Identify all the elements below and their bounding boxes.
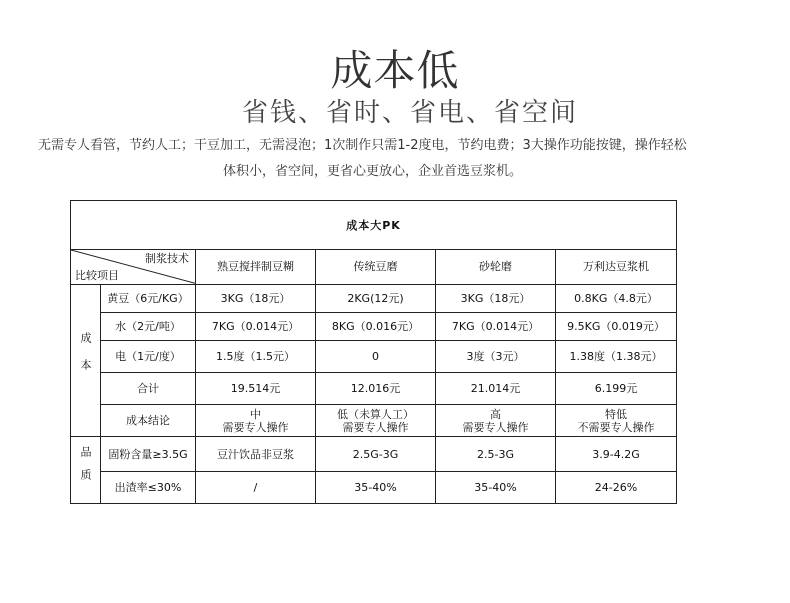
description-line-2: 体积小，省空间，更省心更放心，企业首选豆浆机。 [223,164,523,179]
table-cell [556,405,677,437]
table-cell: 1.38度（1.38元） [556,340,677,372]
cost-level: 低（未算人工） [337,407,414,421]
table-cell: 24-26% [556,471,677,503]
row-label: 水（2元/吨） [101,312,196,340]
description-line-1: 无需专人看管，节约人工；干豆加工，无需浸泡；1次制作只需1-2度电，节约电费；3大操作功能按键，操作轻松 [38,138,687,153]
page-subtitle: 省钱、省时、省电、省空间 [241,98,578,128]
table-title: 成本大PK [71,201,677,250]
table-cell: 6.199元 [556,373,677,405]
row-label: 成本结论 [101,405,196,437]
group-quality-label [71,437,101,504]
table-cell: 3度（3元） [436,340,556,372]
row-label: 电（1元/度） [101,340,196,372]
table-cell: 3.9-4.2G [556,437,677,471]
table-row [71,471,677,503]
row-label: 合计 [101,373,196,405]
table-cell: 9.5KG（0.019元） [556,312,677,340]
table-row [71,312,677,340]
table-row [71,340,677,372]
group-cost-label [71,284,101,437]
table-cell: 21.014元 [436,373,556,405]
table-cell: 7KG（0.014元） [436,312,556,340]
table-row [71,405,677,437]
group-quality-text: 品质 [79,445,92,492]
table-cell: 35-40% [436,471,556,503]
table-cell: 12.016元 [316,373,436,405]
column-header: 砂轮磨 [436,250,556,284]
table-cell: 2KG(12元) [316,284,436,312]
group-cost-text: 成本 [79,332,92,386]
column-header: 熟豆搅拌制豆糊 [196,250,316,284]
table-cell: 19.514元 [196,373,316,405]
table-corner-header [71,250,196,284]
table-cell: 35-40% [316,471,436,503]
table-cell: 豆汁饮品非豆浆 [196,437,316,471]
table-cell: 7KG（0.014元） [196,312,316,340]
table-cell: 1.5度（1.5元） [196,340,316,372]
corner-technology-label: 制浆技术 [145,252,189,266]
page-title: 成本低 [330,46,460,95]
column-header: 万利达豆浆机 [556,250,677,284]
cost-note: 需要专人操作 [222,420,289,434]
column-header: 传统豆磨 [316,250,436,284]
description [38,133,758,185]
table-cell: / [196,471,316,503]
cost-note: 不需要专人操作 [577,420,655,434]
row-label: 黄豆（6元/KG） [101,284,196,312]
table-row [71,437,677,471]
table-cell: 8KG（0.016元） [316,312,436,340]
table-cell [196,405,316,437]
row-label: 出渣率≤30% [101,471,196,503]
table-cell: 2.5-3G [436,437,556,471]
table-cell [316,405,436,437]
table-row [71,373,677,405]
cost-note: 需要专人操作 [462,420,529,434]
cost-level: 特低 [605,407,627,421]
cost-note: 需要专人操作 [342,420,409,434]
table-cell: 3KG（18元） [436,284,556,312]
cost-level: 中 [250,407,261,421]
table-row [71,284,677,312]
cost-comparison-table [70,200,677,504]
row-label: 固粉含量≥3.5G [101,437,196,471]
table-cell: 2.5G-3G [316,437,436,471]
table-cell: 0.8KG（4.8元） [556,284,677,312]
table-cell: 3KG（18元） [196,284,316,312]
table-cell: 0 [316,340,436,372]
corner-item-label: 比较项目 [75,268,119,282]
cost-level: 高 [490,407,501,421]
table-cell [436,405,556,437]
